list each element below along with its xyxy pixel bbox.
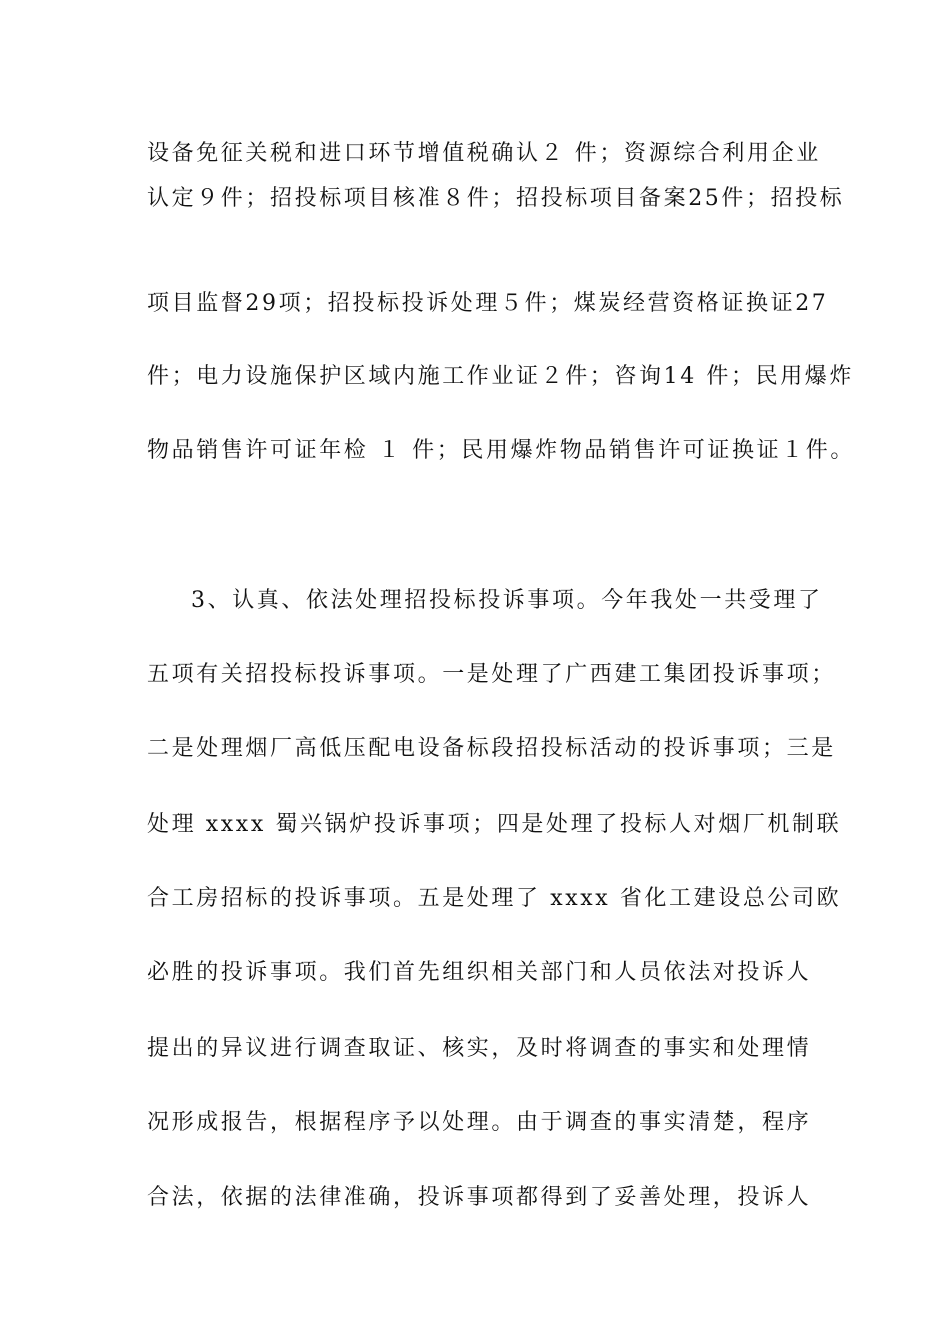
text-line: 必胜的投诉事项。我们首先组织相关部门和人员依法对投诉人	[147, 960, 812, 985]
text-line: 提出的异议进行调查取证、核实，及时将调查的事实和处理情	[147, 1036, 812, 1061]
text-line: 设备免征关税和进口环节增值税确认２ 件；资源综合利用企业	[147, 141, 821, 166]
text-line: 处理 xxxx 蜀兴锅炉投诉事项；四是处理了投标人对烟厂机制联	[147, 812, 842, 837]
text-line: 物品销售许可证年检 １ 件；民用爆炸物品销售许可证换证１件。	[147, 438, 855, 463]
text-line: 认定９件；招投标项目核准８件；招投标项目备案25件；招投标	[147, 186, 845, 211]
text-line: 五项有关招投标投诉事项。一是处理了广西建工集团投诉事项；	[147, 662, 836, 687]
text-line: 况形成报告，根据程序予以处理。由于调查的事实清楚，程序	[147, 1110, 812, 1135]
text-line: 件；电力设施保护区域内施工作业证２件；咨询14 件；民用爆炸	[147, 364, 854, 389]
text-line: 项目监督29项；招投标投诉处理５件；煤炭经营资格证换证27	[147, 291, 829, 316]
text-line: 3、认真、依法处理招投标投诉事项。今年我处一共受理了	[191, 588, 823, 613]
text-line: 合工房招标的投诉事项。五是处理了 xxxx 省化工建设总公司欧	[147, 886, 842, 911]
text-line: 合法，依据的法律准确，投诉事项都得到了妥善处理，投诉人	[147, 1185, 812, 1210]
text-line: 二是处理烟厂高低压配电设备标段招投标活动的投诉事项；三是	[147, 736, 836, 761]
